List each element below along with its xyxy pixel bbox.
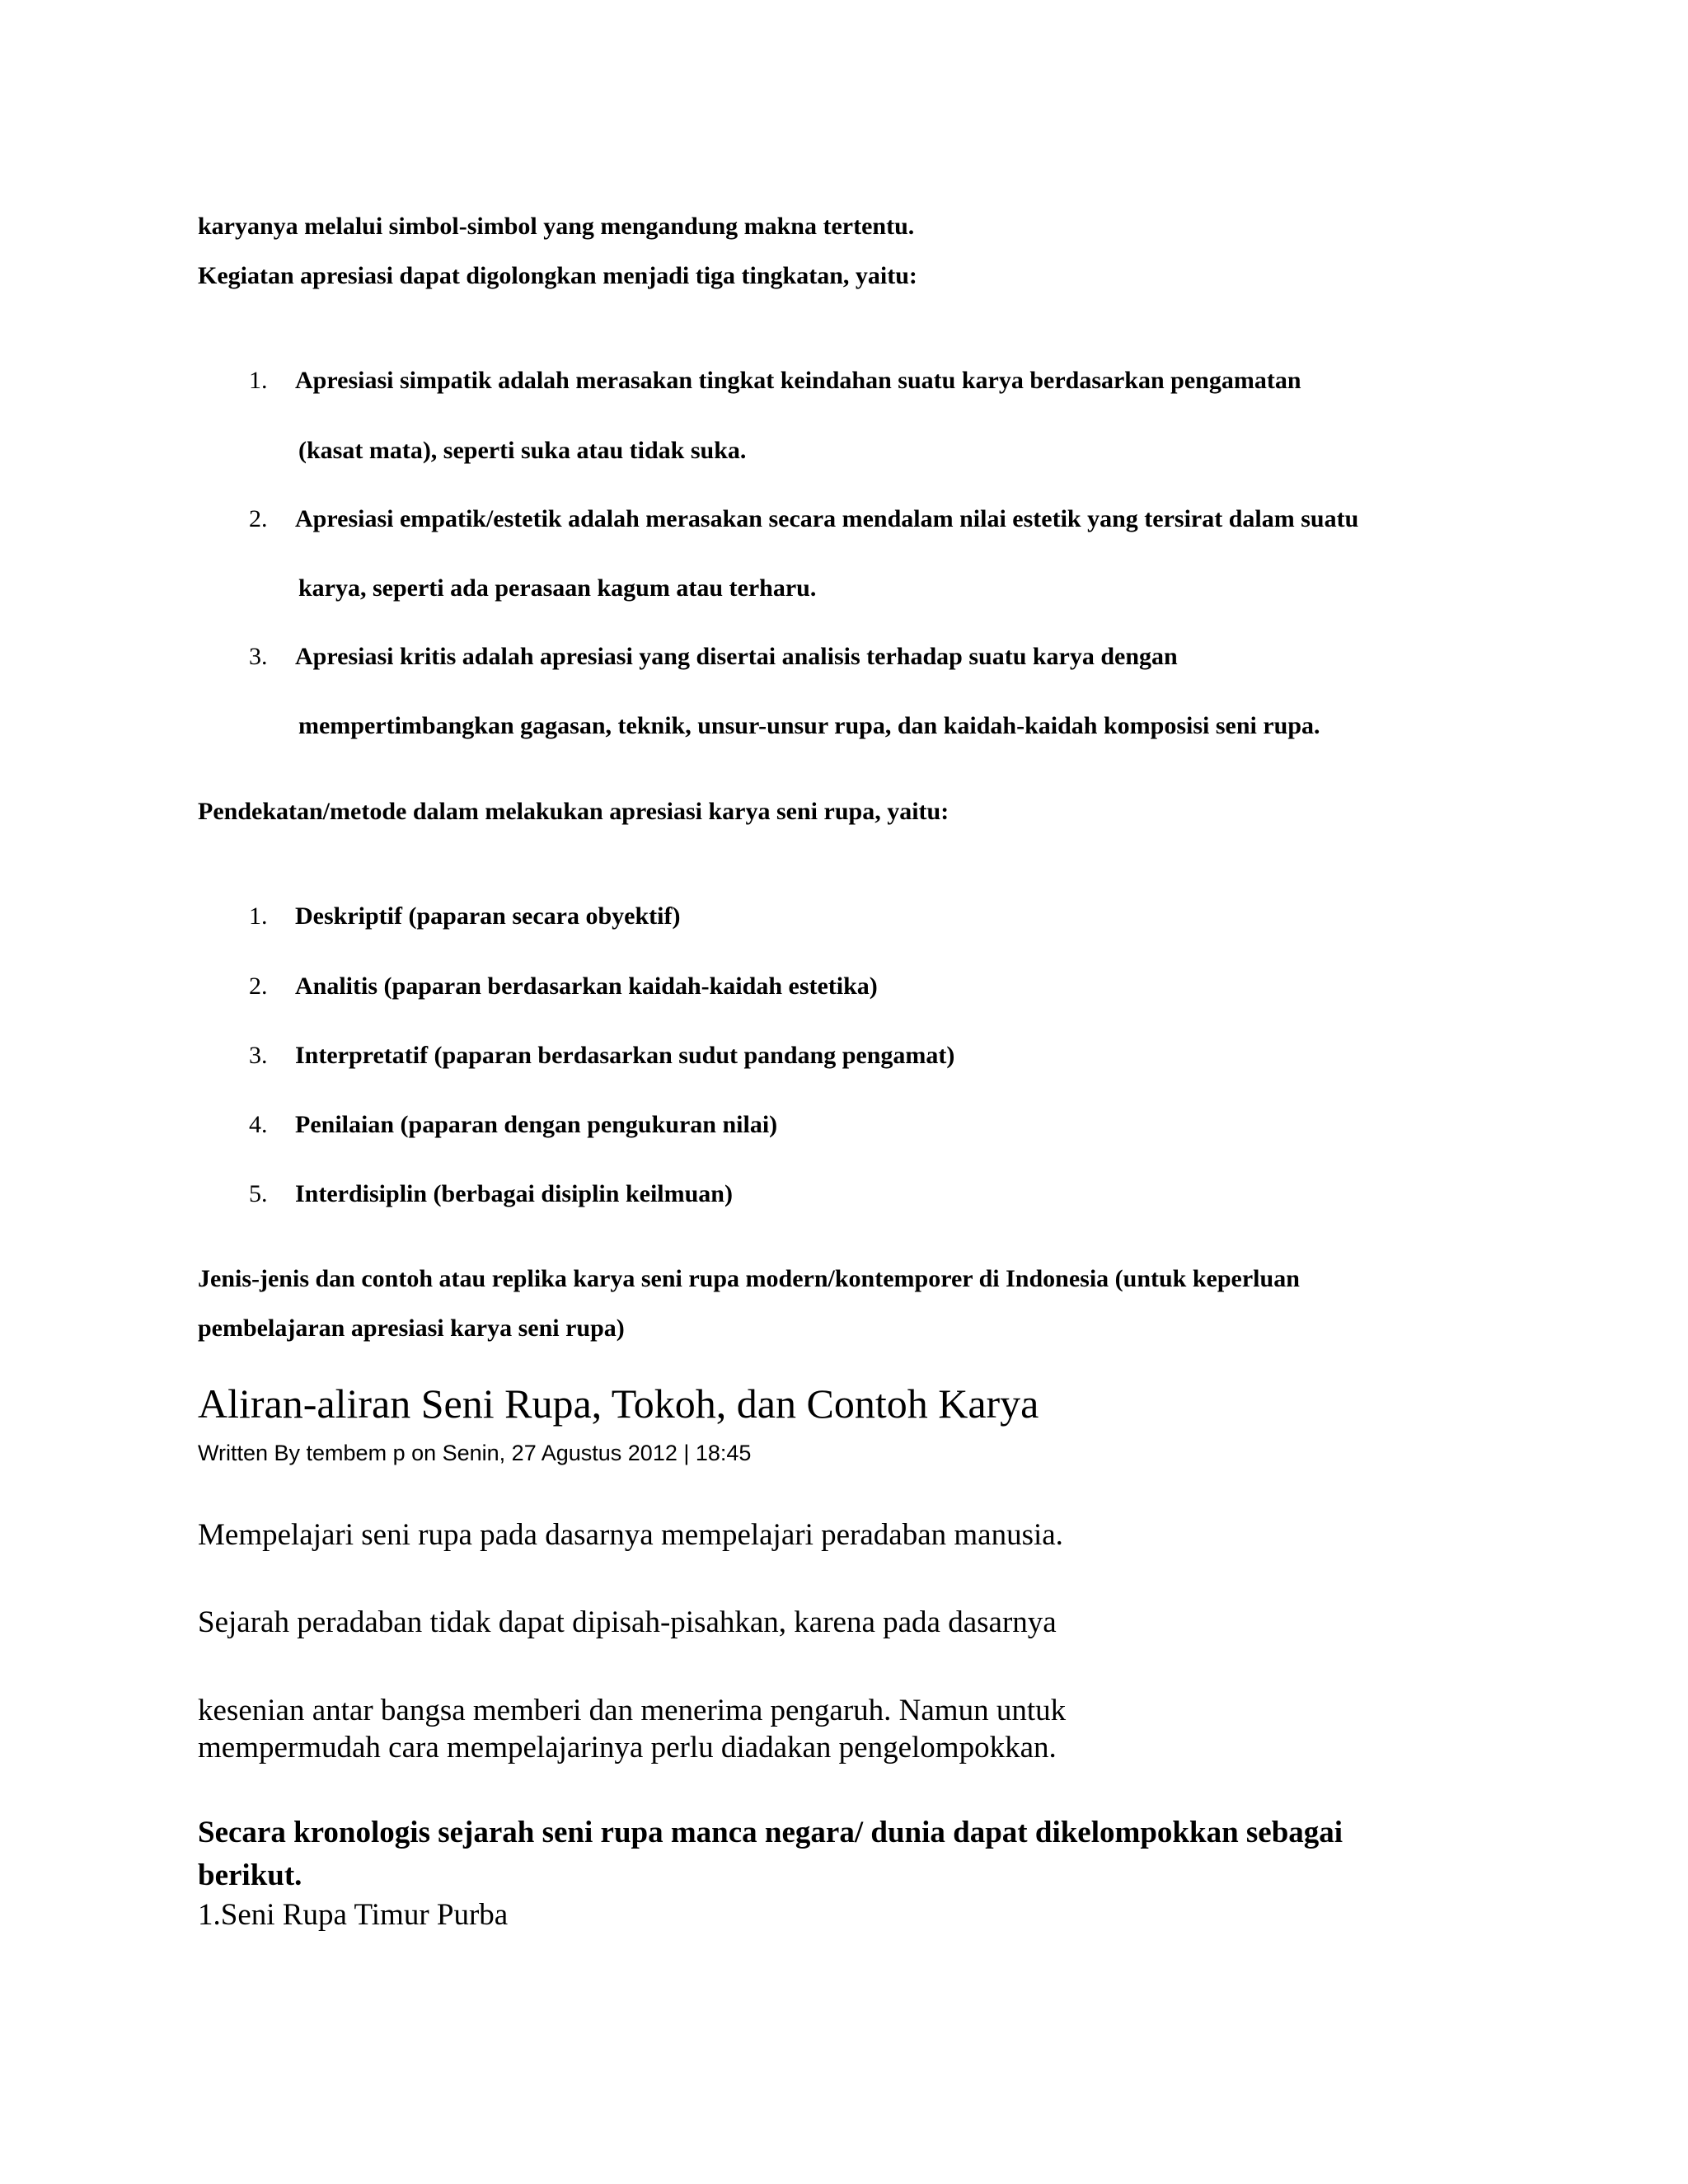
- article-paragraph-2: Sejarah peradaban tidak dapat dipisah-pisahkan, karena pada dasarnya: [198, 1605, 1057, 1639]
- pendekatan-4-text: Penilaian (paparan dengan pengukuran nilai): [295, 1111, 778, 1138]
- intro-line-2: Kegiatan apresiasi dapat digolongkan menjadi tiga tingkatan, yaitu:: [198, 262, 917, 289]
- article-paragraph-3-line-2: mempermudah cara mempelajarinya perlu diadakan pengelompokkan.: [198, 1731, 1057, 1765]
- chronology-list-item-1: 1.Seni Rupa Timur Purba: [198, 1898, 509, 1932]
- pendekatan-1-number: 1.: [249, 902, 268, 930]
- article-paragraph-3-line-1: kesenian antar bangsa memberi dan menerima pengaruh. Namun untuk: [198, 1694, 1067, 1727]
- article-title: Aliran-aliran Seni Rupa, Tokoh, dan Contoh Karya: [198, 1380, 1039, 1427]
- pendekatan-3-number: 3.: [249, 1042, 268, 1069]
- tingkatan-2-line-1: Apresiasi empatik/estetik adalah merasakan secara mendalam nilai estetik yang tersirat dalam suatu: [295, 505, 1359, 532]
- pendekatan-4-number: 4.: [249, 1111, 268, 1138]
- tingkatan-1-line-1: Apresiasi simpatik adalah merasakan tingkat keindahan suatu karya berdasarkan pengamatan: [295, 367, 1301, 394]
- tingkatan-3-line-2: mempertimbangkan gagasan, teknik, unsur-unsur rupa, dan kaidah-kaidah komposisi seni rupa.: [298, 712, 1320, 739]
- tingkatan-1-line-2: (kasat mata), seperti suka atau tidak suka.: [298, 437, 747, 464]
- pendekatan-5-text: Interdisiplin (berbagai disiplin keilmuan): [295, 1180, 733, 1207]
- intro-line-1: karyanya melalui simbol-simbol yang mengandung makna tertentu.: [198, 213, 915, 240]
- tingkatan-2-line-2: karya, seperti ada perasaan kagum atau terharu.: [298, 574, 817, 602]
- pendekatan-2-text: Analitis (paparan berdasarkan kaidah-kaidah estetika): [295, 972, 878, 1000]
- pendekatan-2-number: 2.: [249, 972, 268, 1000]
- tingkatan-3-line-1: Apresiasi kritis adalah apresiasi yang disertai analisis terhadap suatu karya dengan: [295, 643, 1178, 670]
- jenis-line-2: pembelajaran apresiasi karya seni rupa): [198, 1315, 625, 1342]
- tingkatan-1-number: 1.: [249, 367, 268, 394]
- pendekatan-heading: Pendekatan/metode dalam melakukan apresiasi karya seni rupa, yaitu:: [198, 798, 950, 825]
- pendekatan-3-text: Interpretatif (paparan berdasarkan sudut pandang pengamat): [295, 1042, 955, 1069]
- pendekatan-1-text: Deskriptif (paparan secara obyektif): [295, 902, 681, 930]
- chronology-heading-line-2: berikut.: [198, 1858, 302, 1892]
- chronology-heading-line-1: Secara kronologis sejarah seni rupa manca negara/ dunia dapat dikelompokkan sebagai: [198, 1816, 1343, 1849]
- tingkatan-2-number: 2.: [249, 505, 268, 532]
- jenis-line-1: Jenis-jenis dan contoh atau replika karya seni rupa modern/kontemporer di Indonesia (untuk keperluan: [198, 1265, 1300, 1292]
- tingkatan-3-number: 3.: [249, 643, 268, 670]
- pendekatan-5-number: 5.: [249, 1180, 268, 1207]
- article-byline: Written By tembem p on Senin, 27 Agustus 2012 | 18:45: [198, 1441, 752, 1465]
- article-paragraph-1: Mempelajari seni rupa pada dasarnya mempelajari peradaban manusia.: [198, 1518, 1063, 1552]
